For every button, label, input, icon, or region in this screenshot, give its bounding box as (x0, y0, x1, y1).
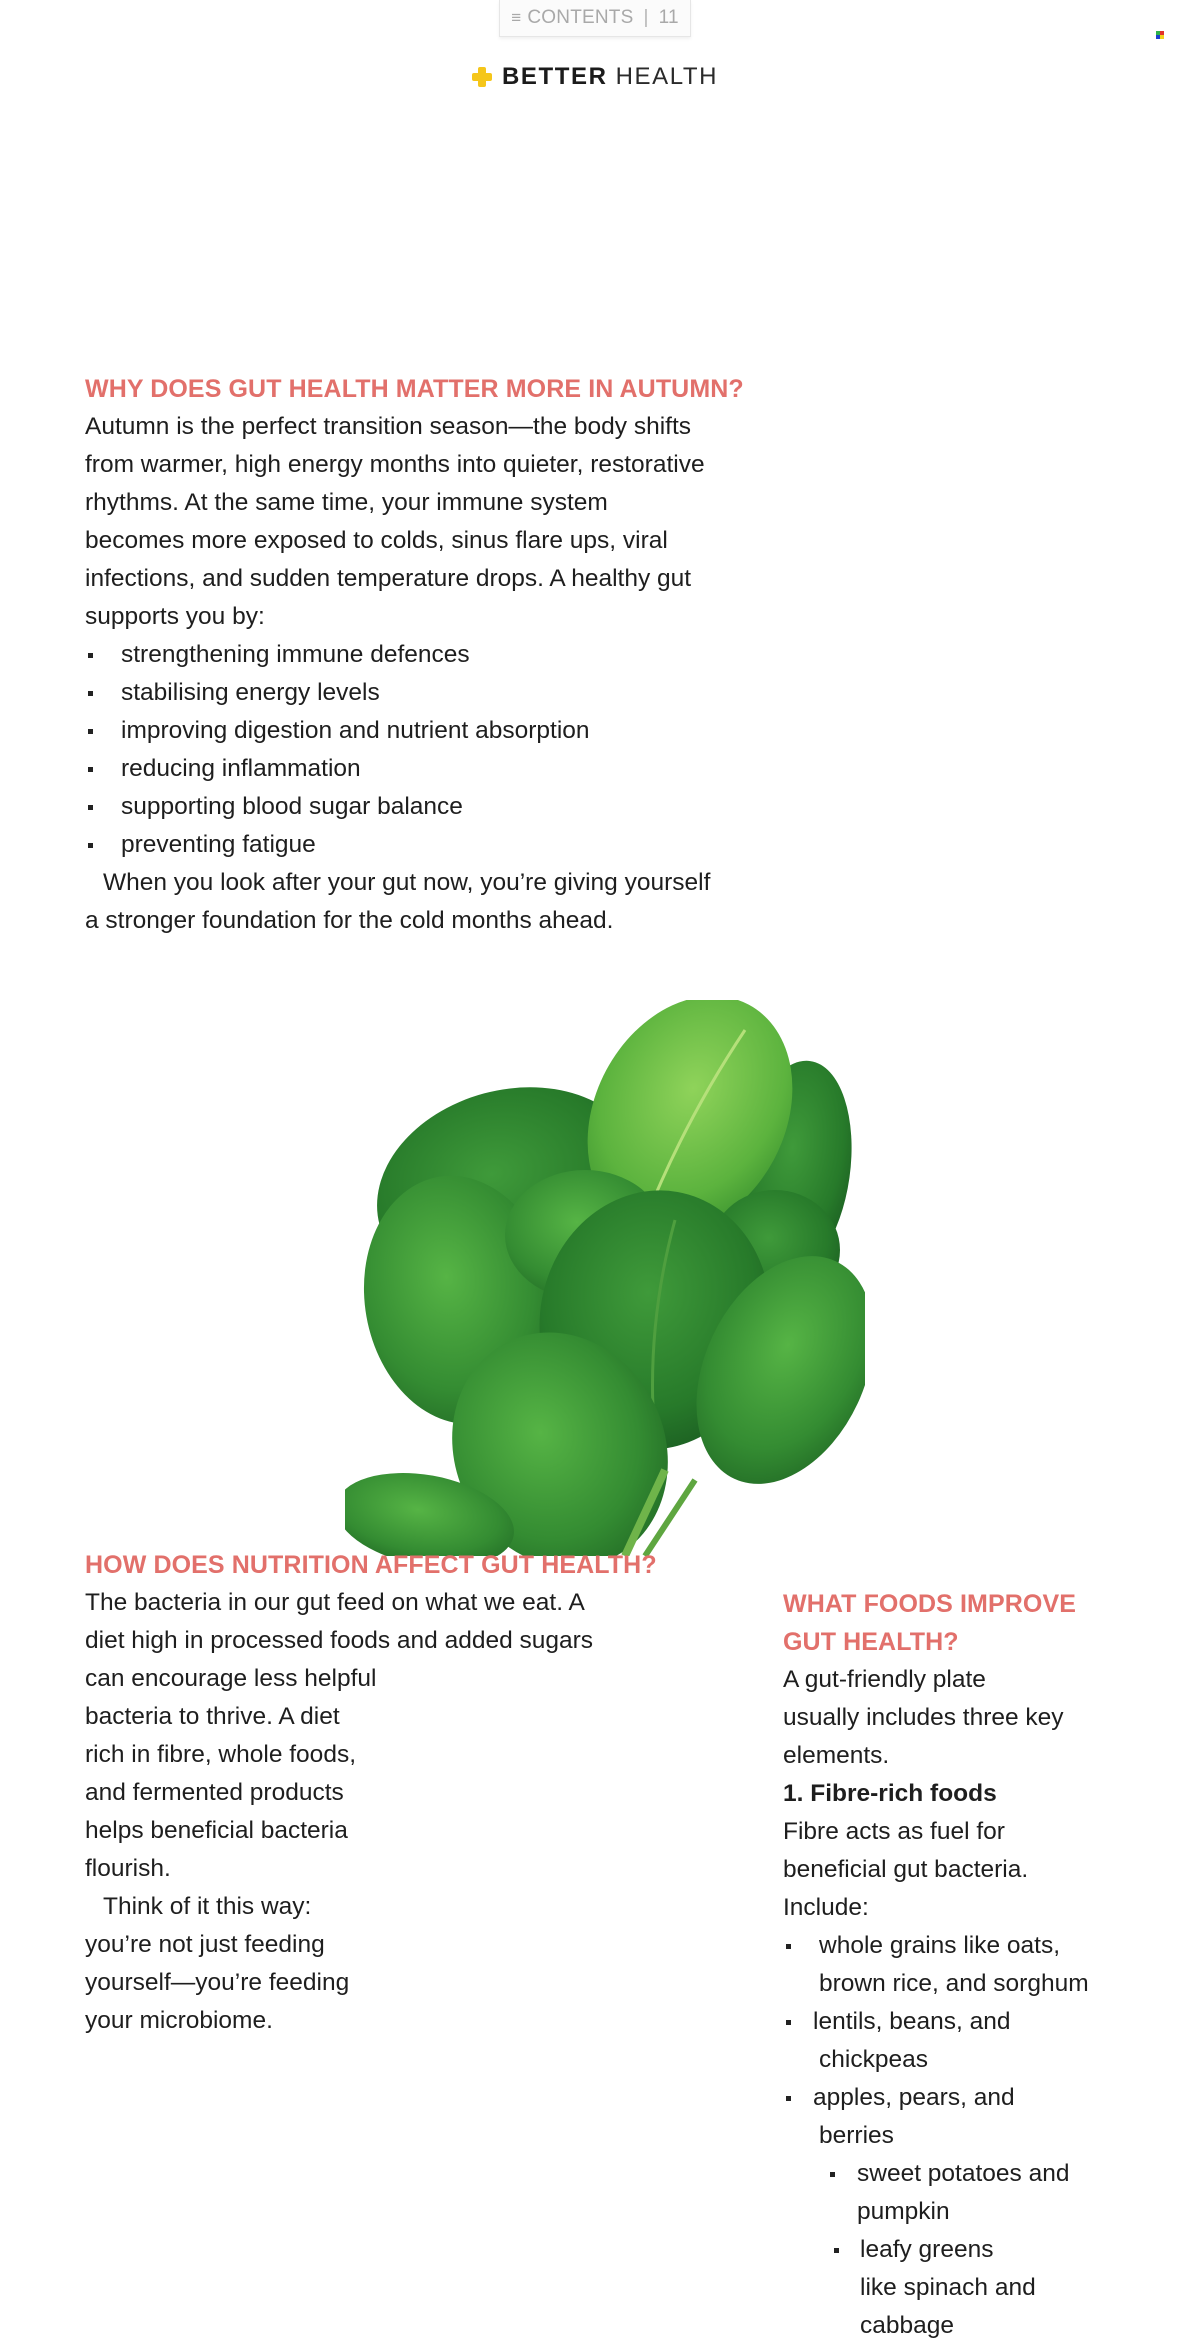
list-item-text: like spinach and (860, 2274, 1036, 2301)
paragraph-line: diet high in processed foods and added sugars (85, 1627, 594, 1654)
paragraph-line: flourish. (85, 1855, 171, 1882)
section-heading: HOW DOES NUTRITION AFFECT GUT HEALTH? (85, 1551, 657, 1579)
contents-button[interactable] (499, 0, 691, 37)
bullet-icon (783, 2079, 813, 2155)
bullet-icon (85, 788, 121, 826)
list-item-text: preventing fatigue (121, 831, 316, 858)
paragraph-line: bacteria to thrive. A diet (85, 1703, 340, 1730)
list-item-text: stabilising energy levels (121, 679, 380, 706)
paragraph-line: and fermented products (85, 1779, 344, 1806)
paragraph-line: you’re not just feeding (85, 1931, 325, 1958)
list-item-text: cabbage (860, 2312, 955, 2339)
list-item (783, 2231, 1163, 2345)
list-item-text: lentils, beans, and (813, 2008, 1011, 2035)
bullet-icon (831, 2231, 860, 2345)
list-item-text: improving digestion and nutrient absorption (121, 717, 590, 744)
paragraph-line: a stronger foundation for the cold months ahead. (85, 907, 614, 934)
list-item-text: strengthening immune defences (121, 641, 470, 668)
paragraph-line: from warmer, high energy months into quieter, restorative (85, 451, 705, 478)
list-item-text: pumpkin (857, 2198, 950, 2225)
paragraph-line: helps beneficial bacteria (85, 1817, 348, 1844)
list-item (85, 826, 775, 864)
list-item-text: apples, pears, and (813, 2084, 1015, 2111)
plus-cross-icon (472, 67, 492, 87)
color-grid-icon (1156, 31, 1164, 39)
list-item (783, 2003, 1163, 2079)
page-number: 11 (658, 7, 679, 28)
brand-word-better: BETTER (502, 63, 608, 90)
section-heading: GUT HEALTH? (783, 1628, 959, 1656)
section-nutrition-gut-health (85, 1546, 705, 2040)
paragraph-line: infections, and sudden temperature drops. A healthy gut (85, 565, 692, 592)
paragraph-line: usually includes three key (783, 1704, 1064, 1731)
list-item (783, 2079, 1163, 2155)
list-item (85, 750, 775, 788)
section-heading: WHAT FOODS IMPROVE (783, 1590, 1076, 1618)
list-item-text: sweet potatoes and (857, 2160, 1070, 2187)
bullet-icon (783, 2003, 813, 2079)
paragraph-line: Think of it this way: (103, 1893, 312, 1920)
paragraph-line: Autumn is the perfect transition season—the body shifts (85, 413, 692, 440)
divider: | (643, 7, 649, 28)
menu-icon: ≡ (511, 8, 522, 27)
list-item-text: brown rice, and sorghum (819, 1970, 1089, 1997)
list-item (85, 712, 775, 750)
list-item-text: berries (819, 2122, 894, 2149)
bullet-icon (783, 1927, 819, 2003)
section-gut-health-autumn (85, 370, 775, 940)
bullet-icon (85, 636, 121, 674)
list-item-text: supporting blood sugar balance (121, 793, 463, 820)
paragraph-line: Include: (783, 1894, 869, 1921)
paragraph-line: your microbiome. (85, 2007, 273, 2034)
bullet-icon (85, 826, 121, 864)
section-foods-gut-health (783, 1585, 1163, 2345)
paragraph-line: supports you by: (85, 603, 265, 630)
paragraph-line: elements. (783, 1742, 890, 1769)
paragraph-line: rich in fibre, whole foods, (85, 1741, 356, 1768)
subheading: 1. Fibre-rich foods (783, 1780, 997, 1807)
list-item (85, 788, 775, 826)
list-item (85, 636, 775, 674)
spinach-leaves-image (345, 1000, 865, 1556)
paragraph-line: Fibre acts as fuel for (783, 1818, 1005, 1845)
bullet-icon (85, 750, 121, 788)
paragraph-line: can encourage less helpful (85, 1665, 377, 1692)
list-item (783, 1927, 1163, 2003)
bullet-icon (85, 712, 121, 750)
paragraph-line: becomes more exposed to colds, sinus flare ups, viral (85, 527, 668, 554)
contents-label: CONTENTS (527, 7, 634, 28)
paragraph-line: A gut-friendly plate (783, 1666, 986, 1693)
paragraph-line: rhythms. At the same time, your immune system (85, 489, 608, 516)
list-item (85, 674, 775, 712)
paragraph-line: The bacteria in our gut feed on what we eat. A (85, 1589, 585, 1616)
list-item-text: leafy greens (860, 2236, 994, 2263)
list-item-text: reducing inflammation (121, 755, 361, 782)
paragraph-line: When you look after your gut now, you’re giving yourself (103, 869, 711, 896)
list-item (783, 2155, 1163, 2231)
paragraph-line: yourself—you’re feeding (85, 1969, 350, 1996)
list-item-text: whole grains like oats, (819, 1932, 1061, 1959)
paragraph-line: beneficial gut bacteria. (783, 1856, 1029, 1883)
list-item-text: chickpeas (819, 2046, 928, 2073)
brand-logo (472, 62, 718, 92)
bullet-icon (85, 674, 121, 712)
section-heading: WHY DOES GUT HEALTH MATTER MORE IN AUTUMN? (85, 375, 744, 403)
bullet-icon (827, 2155, 857, 2231)
brand-word-health: HEALTH (615, 63, 719, 90)
